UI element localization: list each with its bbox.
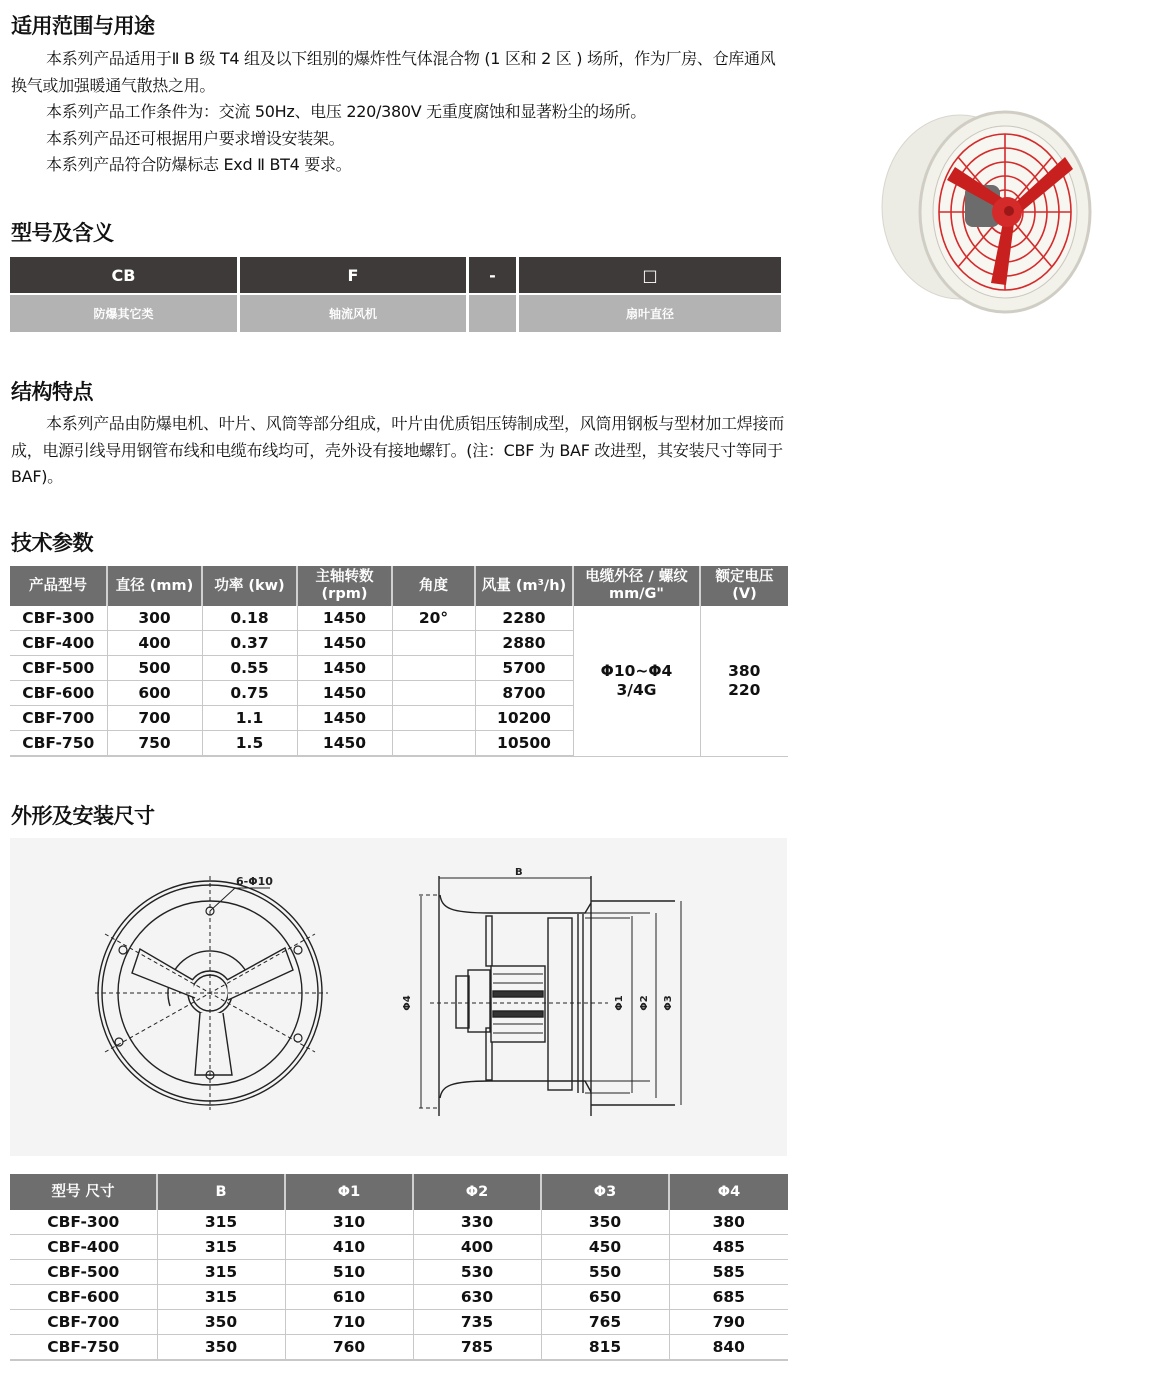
cell: 650 [541,1285,669,1310]
table-row [10,1335,788,1361]
cell: 750 [107,731,202,757]
cell: CBF-500 [10,1260,157,1285]
cable-spec-line: Φ10~Φ4 [600,661,673,680]
cell: CBF-700 [10,706,107,731]
model-meaning-cb: 防爆其它类 [10,295,237,332]
label-holes: 6-Φ10 [236,875,273,888]
scope-paragraph: 本系列产品工作条件为：交流 50Hz、电压 220/380V 无重度腐蚀和显著粉尘的场所。 [46,102,646,121]
table-row [10,1210,788,1235]
th-phi4: Φ4 [669,1174,788,1210]
cell [392,706,475,731]
cell: 0.37 [202,631,297,656]
cell: 585 [669,1260,788,1285]
th-phi3: Φ3 [541,1174,669,1210]
th-angle: 角度 [392,566,475,606]
cell: 735 [413,1310,541,1335]
cell: 1450 [297,681,392,706]
cell: 0.55 [202,656,297,681]
cell: 1.5 [202,731,297,757]
product-photo-fan [865,95,1100,320]
table-row [10,1310,788,1335]
scope-paragraph: 本系列产品符合防爆标志 Exd Ⅱ BT4 要求。 [46,155,352,174]
cell: 10500 [475,731,573,757]
cell: CBF-750 [10,731,107,757]
cell: 840 [669,1335,788,1361]
cell: 610 [285,1285,413,1310]
cell [392,656,475,681]
cell: 400 [413,1235,541,1260]
cell: CBF-600 [10,681,107,706]
cell: 710 [285,1310,413,1335]
voltage-cell [700,606,788,756]
structure-text [11,411,786,491]
cell: 315 [157,1210,285,1235]
cell: 380 [669,1210,788,1235]
cell: 685 [669,1285,788,1310]
model-meaning-dash [469,295,516,332]
cell: 1450 [297,656,392,681]
section-title-scope: 适用范围与用途 [11,14,155,38]
th-B: B [157,1174,285,1210]
cell: CBF-700 [10,1310,157,1335]
model-meaning-diameter: 扇叶直径 [519,295,781,332]
cell: 20° [392,606,475,631]
cell: 530 [413,1260,541,1285]
cell: CBF-300 [10,1210,157,1235]
cell: 485 [669,1235,788,1260]
model-meaning-table [7,255,784,334]
cell: 330 [413,1210,541,1235]
cell: 315 [157,1285,285,1310]
cell: 1450 [297,631,392,656]
cell [392,631,475,656]
label-phi1: Φ1 [614,995,625,1011]
table-row [10,1260,788,1285]
model-code-cb: CB [10,257,237,293]
th-speed: 主轴转数 (rpm) [297,566,392,606]
cell: 400 [107,631,202,656]
label-B: B [515,867,523,878]
scope-text [11,46,786,179]
th-phi2: Φ2 [413,1174,541,1210]
cell: 315 [157,1260,285,1285]
dimensions-table [10,1174,788,1361]
cell: 10200 [475,706,573,731]
cell: 630 [413,1285,541,1310]
section-title-model: 型号及含义 [11,221,114,245]
cell: 700 [107,706,202,731]
cell: 2880 [475,631,573,656]
cell: 5700 [475,656,573,681]
th-diameter: 直径 (mm) [107,566,202,606]
voltage-line: 220 [728,680,761,699]
tech-params-table [10,566,788,757]
cell: 300 [107,606,202,631]
model-meaning-f: 轴流风机 [240,295,466,332]
table-row [10,1235,788,1260]
model-code-dash: - [469,257,516,293]
cell: 0.18 [202,606,297,631]
th-model: 产品型号 [10,566,107,606]
cell: CBF-600 [10,1285,157,1310]
cell: 0.75 [202,681,297,706]
scope-paragraph: 本系列产品还可根据用户要求增设安装架。 [46,128,345,148]
cell: 1450 [297,606,392,631]
cell: 760 [285,1335,413,1361]
cable-spec-line: 3/4G [616,680,657,699]
cell: 350 [541,1210,669,1235]
cell: 500 [107,656,202,681]
section-title-structure: 结构特点 [11,380,93,404]
cell [392,681,475,706]
section-title-dimensions: 外形及安装尺寸 [11,804,155,828]
table-row [10,1285,788,1310]
cable-spec-cell [573,606,700,756]
th-phi1: Φ1 [285,1174,413,1210]
technical-drawing [10,838,787,1156]
cell: CBF-500 [10,656,107,681]
cell: CBF-400 [10,631,107,656]
cell: 765 [541,1310,669,1335]
model-code-f: F [240,257,466,293]
cell: 350 [157,1335,285,1361]
cell: 510 [285,1260,413,1285]
cell [392,731,475,757]
cell: 1.1 [202,706,297,731]
cell: CBF-750 [10,1335,157,1361]
cell: 310 [285,1210,413,1235]
cell: 600 [107,681,202,706]
label-phi4: Φ4 [402,995,413,1011]
cell: 410 [285,1235,413,1260]
th-cable: 电缆外径 / 螺纹 mm/G" [573,566,700,606]
cell: 450 [541,1235,669,1260]
front-view-drawing [95,876,328,1110]
cell: 815 [541,1335,669,1361]
label-phi2: Φ2 [639,995,650,1011]
cell: 315 [157,1235,285,1260]
cell: 2280 [475,606,573,631]
label-phi3: Φ3 [663,995,674,1011]
cell: 790 [669,1310,788,1335]
section-title-tech: 技术参数 [11,531,93,555]
th-voltage: 额定电压 (V) [700,566,788,606]
cell: 785 [413,1335,541,1361]
th-power: 功率 (kw) [202,566,297,606]
cell: 350 [157,1310,285,1335]
th-model-size: 型号 尺寸 [10,1174,157,1210]
table-row [10,606,788,631]
cell: 8700 [475,681,573,706]
cell: CBF-300 [10,606,107,631]
cell: 550 [541,1260,669,1285]
th-airflow: 风量 (m³/h) [475,566,573,606]
cell: CBF-400 [10,1235,157,1260]
scope-paragraph: 本系列产品适用于Ⅱ B 级 T4 组及以下组别的爆炸性气体混合物 (1 区和 2 区 ) 场所，作为厂房、仓库通风换气或加强暖通气散热之用。 [11,49,776,95]
voltage-line: 380 [728,661,761,680]
model-code-diameter: □ [519,257,781,293]
structure-paragraph: 本系列产品由防爆电机、叶片、风筒等部分组成，叶片由优质铝压铸制成型，风筒用钢板与型材加工焊接而成，电源引线导用钢管布线和电缆布线均可，壳外设有接地螺钉。(注：CBF 为 BAF 改进型，其安装尺寸等同于 BAF)。 [11,414,784,486]
cell: 1450 [297,706,392,731]
cell: 1450 [297,731,392,757]
